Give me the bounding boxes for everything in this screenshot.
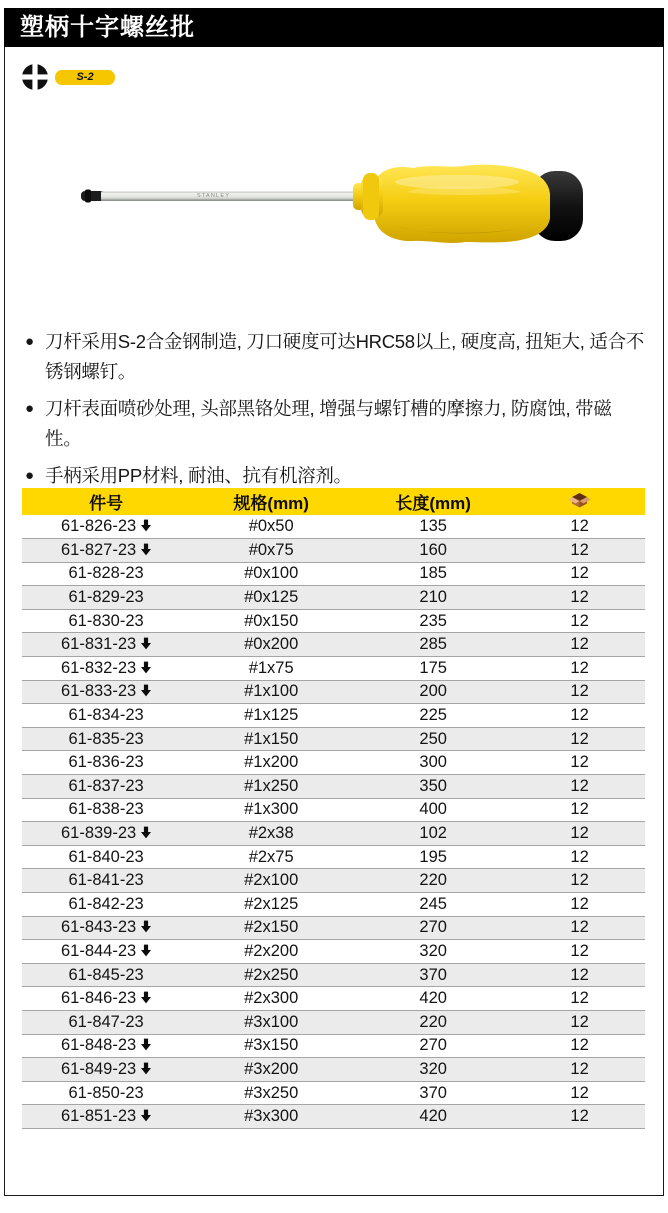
down-arrow-icon (141, 519, 151, 532)
down-arrow-icon (141, 920, 151, 933)
pack-qty-cell: 12 (514, 940, 645, 964)
carton-box-icon (568, 491, 591, 513)
table-row (22, 798, 645, 822)
part-no-cell (22, 1034, 190, 1058)
part-no-cell (22, 869, 190, 893)
feature-text: 手柄采用PP材料, 耐油、抗有机溶剂。 (45, 465, 352, 486)
length-cell: 400 (352, 798, 514, 822)
pack-qty-cell: 12 (514, 1034, 645, 1058)
part-no: 61-847-23 (68, 1012, 144, 1031)
pack-qty-cell: 12 (514, 751, 645, 775)
spec-cell: #2x38 (190, 822, 352, 846)
table-row (22, 680, 645, 704)
length-cell: 200 (352, 680, 514, 704)
part-no-cell (22, 1105, 190, 1129)
feature-item (25, 327, 647, 387)
part-no-cell (22, 916, 190, 940)
content-panel (4, 47, 664, 1196)
spec-cell: #1x300 (190, 798, 352, 822)
screwdriver-shaft (101, 192, 363, 202)
part-no-cell (22, 963, 190, 987)
spec-cell: #3x150 (190, 1034, 352, 1058)
spec-cell: #0x200 (190, 633, 352, 657)
down-arrow-icon (141, 684, 151, 697)
table-row (22, 987, 645, 1011)
spec-cell: #1x100 (190, 680, 352, 704)
part-no: 61-837-23 (68, 776, 144, 795)
down-arrow-icon (141, 543, 151, 556)
table-row (22, 963, 645, 987)
pack-qty-cell: 12 (514, 657, 645, 681)
spec-cell: #1x200 (190, 751, 352, 775)
part-no-cell (22, 586, 190, 610)
table-row (22, 657, 645, 681)
part-no: 61-851-23 (60, 1107, 137, 1126)
pack-qty-cell: 12 (514, 727, 645, 751)
length-cell: 225 (352, 704, 514, 728)
spec-cell: #2x125 (190, 893, 352, 917)
spec-cell: #3x100 (190, 1010, 352, 1034)
part-no: 61-849-23 (60, 1059, 137, 1078)
length-cell: 420 (352, 987, 514, 1011)
part-no-cell (22, 1058, 190, 1082)
part-no: 61-830-23 (68, 611, 144, 630)
length-cell: 135 (352, 515, 514, 539)
spec-cell: #2x150 (190, 916, 352, 940)
spec-cell: #1x125 (190, 704, 352, 728)
pack-qty-cell: 12 (514, 609, 645, 633)
page-title-bar (4, 8, 664, 47)
part-no: 61-843-23 (60, 918, 137, 937)
spec-cell: #3x250 (190, 1081, 352, 1105)
length-cell: 320 (352, 940, 514, 964)
col-header-spec: 规格(mm) (190, 488, 352, 515)
pack-qty-cell: 12 (514, 869, 645, 893)
steel-grade-badge (55, 70, 115, 85)
table-row (22, 775, 645, 799)
spec-cell: #2x100 (190, 869, 352, 893)
length-cell: 320 (352, 1058, 514, 1082)
pack-qty-cell: 12 (514, 963, 645, 987)
feature-item (25, 461, 647, 491)
pack-qty-cell: 12 (514, 704, 645, 728)
length-cell: 175 (352, 657, 514, 681)
part-no: 61-829-23 (68, 588, 144, 607)
screwdriver-handle (353, 165, 550, 243)
part-no: 61-833-23 (60, 682, 137, 701)
pack-qty-cell: 12 (514, 893, 645, 917)
spec-cell: #2x250 (190, 963, 352, 987)
col-header-part-no: 件号 (22, 488, 190, 515)
part-no: 61-832-23 (60, 658, 137, 677)
part-no-cell (22, 775, 190, 799)
part-no: 61-848-23 (60, 1036, 137, 1055)
table-row (22, 1081, 645, 1105)
length-cell: 235 (352, 609, 514, 633)
length-cell: 285 (352, 633, 514, 657)
length-cell: 210 (352, 586, 514, 610)
spec-cell: #1x150 (190, 727, 352, 751)
catalog-page (0, 8, 668, 1213)
table-row (22, 822, 645, 846)
pack-qty-cell: 12 (514, 916, 645, 940)
length-cell: 185 (352, 562, 514, 586)
table-row (22, 1105, 645, 1129)
length-cell: 270 (352, 916, 514, 940)
bullet-dot: ● (25, 333, 35, 350)
spec-cell: #0x125 (190, 586, 352, 610)
part-no: 61-838-23 (68, 800, 144, 819)
part-no-cell (22, 845, 190, 869)
screwdriver-image (77, 162, 587, 252)
table-row (22, 1058, 645, 1082)
part-no: 61-844-23 (60, 941, 137, 960)
table-row (22, 845, 645, 869)
part-no-cell (22, 657, 190, 681)
part-no-cell (22, 798, 190, 822)
pack-qty-cell: 12 (514, 1105, 645, 1129)
part-no-cell (22, 1081, 190, 1105)
part-no: 61-836-23 (68, 753, 144, 772)
length-cell: 245 (352, 893, 514, 917)
pack-qty-cell: 12 (514, 822, 645, 846)
part-no-cell (22, 987, 190, 1011)
table-row (22, 916, 645, 940)
part-no: 61-842-23 (68, 894, 144, 913)
pack-qty-cell: 12 (514, 798, 645, 822)
parts-table-body (22, 515, 645, 1128)
part-no: 61-841-23 (68, 871, 144, 890)
table-row (22, 727, 645, 751)
spec-cell: #2x200 (190, 940, 352, 964)
spec-cell: #0x75 (190, 539, 352, 563)
pack-qty-cell: 12 (514, 633, 645, 657)
down-arrow-icon (141, 991, 151, 1004)
table-row (22, 893, 645, 917)
pack-qty-cell: 12 (514, 775, 645, 799)
table-row (22, 869, 645, 893)
part-no: 61-850-23 (68, 1083, 144, 1102)
col-header-pack-qty (514, 488, 645, 515)
down-arrow-icon (141, 1109, 151, 1122)
length-cell: 370 (352, 963, 514, 987)
part-no: 61-835-23 (68, 729, 144, 748)
pack-qty-cell: 12 (514, 845, 645, 869)
length-cell: 370 (352, 1081, 514, 1105)
bullet-dot: ● (25, 467, 35, 484)
length-cell: 420 (352, 1105, 514, 1129)
part-no: 61-828-23 (68, 564, 144, 583)
part-no-cell (22, 680, 190, 704)
length-cell: 220 (352, 1010, 514, 1034)
part-no: 61-845-23 (68, 965, 144, 984)
part-no-cell (22, 609, 190, 633)
pack-qty-cell: 12 (514, 680, 645, 704)
length-cell: 270 (352, 1034, 514, 1058)
spec-cell: #0x50 (190, 515, 352, 539)
table-row (22, 609, 645, 633)
pack-qty-cell: 12 (514, 539, 645, 563)
table-row (22, 539, 645, 563)
down-arrow-icon (141, 826, 151, 839)
part-no: 61-839-23 (60, 824, 137, 843)
part-no: 61-827-23 (60, 540, 137, 559)
table-row (22, 633, 645, 657)
feature-list (25, 327, 647, 498)
part-no-cell (22, 940, 190, 964)
length-cell: 300 (352, 751, 514, 775)
pack-qty-cell: 12 (514, 562, 645, 586)
pack-qty-cell: 12 (514, 1010, 645, 1034)
feature-text: 刀杆表面喷砂处理, 头部黑铬处理, 增强与螺钉槽的摩擦力, 防腐蚀, 带磁性。 (45, 398, 612, 449)
table-row (22, 1010, 645, 1034)
part-no-cell (22, 893, 190, 917)
spec-cell: #2x75 (190, 845, 352, 869)
table-row (22, 1034, 645, 1058)
down-arrow-icon (141, 1062, 151, 1075)
down-arrow-icon (141, 637, 151, 650)
table-row (22, 586, 645, 610)
part-no: 61-834-23 (68, 706, 144, 725)
part-no-cell (22, 822, 190, 846)
length-cell: 195 (352, 845, 514, 869)
part-no-cell (22, 562, 190, 586)
spec-cell: #2x300 (190, 987, 352, 1011)
pack-qty-cell: 12 (514, 586, 645, 610)
table-row (22, 515, 645, 539)
part-no-cell (22, 727, 190, 751)
spec-cell: #0x100 (190, 562, 352, 586)
table-header-row (22, 488, 645, 515)
spec-cell: #0x150 (190, 609, 352, 633)
length-cell: 350 (352, 775, 514, 799)
page-title: 塑柄十字螺丝批 (20, 14, 195, 41)
table-row (22, 704, 645, 728)
part-no: 61-826-23 (60, 517, 137, 536)
part-no: 61-846-23 (60, 989, 137, 1008)
length-cell: 220 (352, 869, 514, 893)
spec-cell: #3x300 (190, 1105, 352, 1129)
shaft-brand-text: STANLEY (197, 193, 231, 199)
table-row (22, 751, 645, 775)
pack-qty-cell: 12 (514, 515, 645, 539)
length-cell: 250 (352, 727, 514, 751)
phillips-cross-icon (22, 64, 48, 90)
part-no-cell (22, 633, 190, 657)
part-no-cell (22, 704, 190, 728)
part-no-cell (22, 539, 190, 563)
spec-cell: #1x75 (190, 657, 352, 681)
table-row (22, 562, 645, 586)
steel-grade-label: S-2 (76, 71, 94, 83)
part-no-cell (22, 1010, 190, 1034)
length-cell: 102 (352, 822, 514, 846)
down-arrow-icon (141, 1038, 151, 1051)
pack-qty-cell: 12 (514, 1081, 645, 1105)
part-no-cell (22, 515, 190, 539)
part-no: 61-831-23 (60, 635, 137, 654)
col-header-length: 长度(mm) (352, 488, 514, 515)
down-arrow-icon (141, 661, 151, 674)
bullet-dot: ● (25, 400, 35, 417)
parts-table (22, 488, 645, 1129)
part-no-cell (22, 751, 190, 775)
pack-qty-cell: 12 (514, 987, 645, 1011)
feature-item (25, 394, 647, 454)
table-row (22, 940, 645, 964)
part-no: 61-840-23 (68, 847, 144, 866)
spec-cell: #3x200 (190, 1058, 352, 1082)
spec-cell: #1x250 (190, 775, 352, 799)
down-arrow-icon (141, 944, 151, 957)
length-cell: 160 (352, 539, 514, 563)
pack-qty-cell: 12 (514, 1058, 645, 1082)
feature-text: 刀杆采用S-2合金钢制造, 刀口硬度可达HRC58以上, 硬度高, 扭矩大, 适合不锈钢螺钉。 (45, 331, 644, 382)
